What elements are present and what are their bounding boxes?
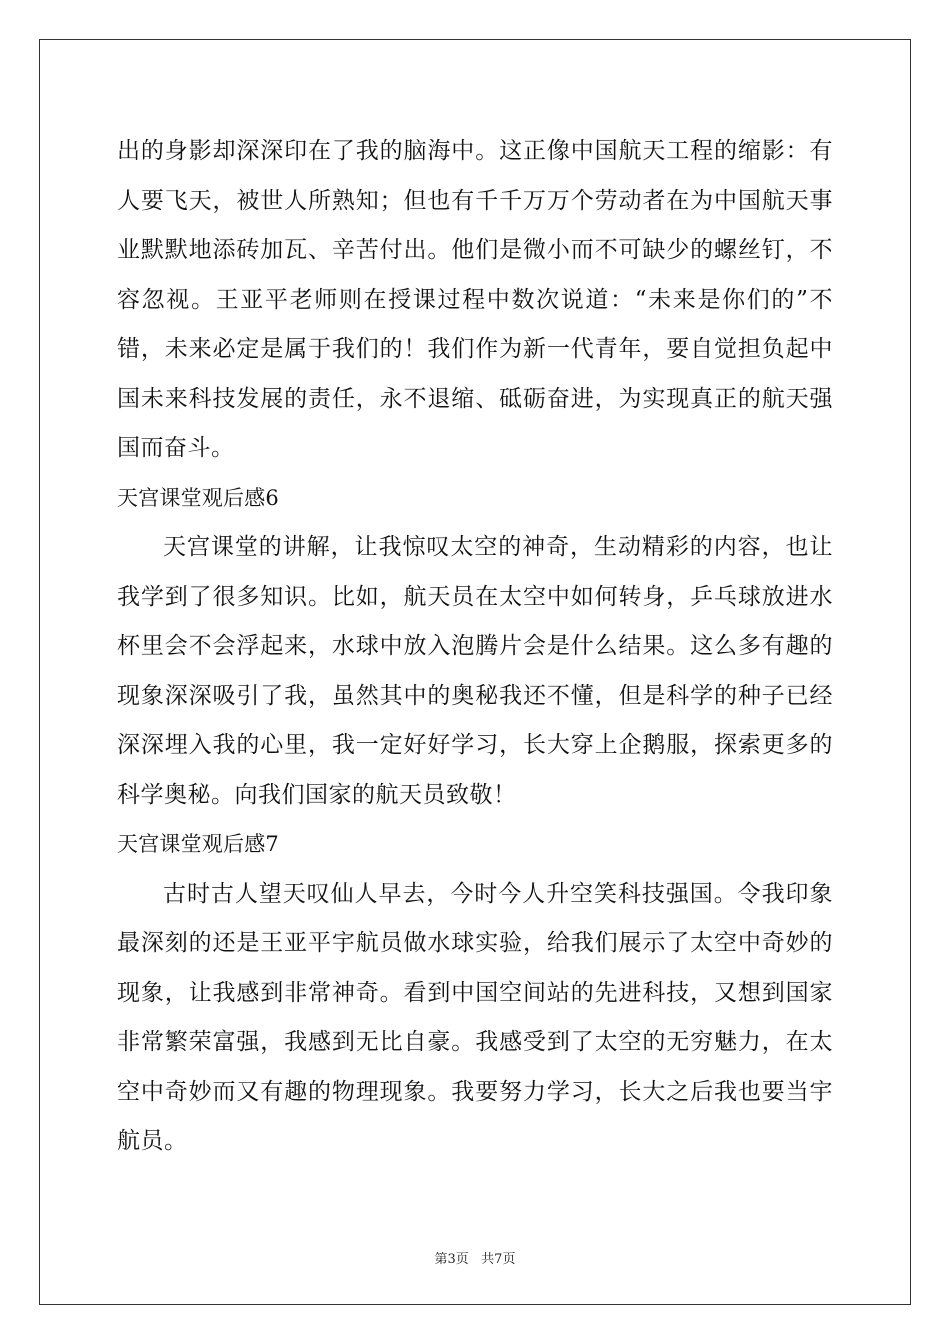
section-body-7: 古时古人望天叹仙人早去，今时今人升空笑科技强国。令我印象最深刻的还是王亚平宇航员做水球实验，给我们展示了太空中奇妙的现象，让我感到非常神奇。看到中国空间站的先进科技，又想到国家非常繁荣富强，我感到无比自豪。我感受到了太空的无穷魅力，在太空中奇妙而又有趣的物理现象。我要努力学习，长大之后我也要当宇航员。 <box>117 880 833 1154</box>
section-heading-7: 天宫课堂观后感7 <box>117 832 279 856</box>
section-body-6: 天宫课堂的讲解，让我惊叹太空的神奇，生动精彩的内容，也让我学到了很多知识。比如，航天员在太空中如何转身，乒乓球放进水杯里会不会浮起来，水球中放入泡腾片会是什么结果。这么多有趣的现象深深吸引了我，虽然其中的奥秘我还不懂，但是科学的种子已经深深埋入我的心里，我一定好好学习，长大穿上企鹅服，探索更多的科学奥秘。向我们国家的航天员致敬！ <box>117 534 833 808</box>
section-heading-6: 天宫课堂观后感6 <box>117 485 279 510</box>
continued-paragraph: 出的身影却深深印在了我的脑海中。这正像中国航天工程的缩影：有人要飞天，被世人所熟知；但也有千千万万个劳动者在为中国航天事业默默地添砖加瓦、辛苦付出。他们是微小而不可缺少的螺丝钉，不容忽视。王亚平老师则在授课过程中数次说道：“未来是你们的”不错，未来必定是属于我们的！我们作为新一代青年，要自觉担负起中国未来科技发展的责任，永不退缩、砥砺奋进，为实现真正的航天强国而奋斗。 <box>117 138 833 461</box>
document-body <box>117 127 833 1167</box>
page-footer: 第3页 共7页 <box>434 1252 516 1267</box>
